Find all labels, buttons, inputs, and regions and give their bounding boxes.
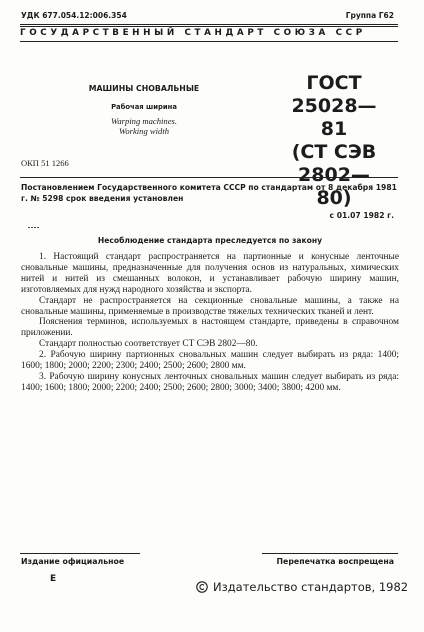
- header-rule: [20, 41, 398, 42]
- subtitle-ru: Рабочая ширина: [111, 103, 177, 111]
- copyright-icon: [196, 581, 208, 593]
- okp-rule: [20, 177, 398, 178]
- body-text: [21, 252, 399, 394]
- ink-mark: [28, 226, 42, 229]
- gost-label: ГОСТ: [306, 72, 362, 94]
- title-en: [84, 116, 204, 136]
- st-sev-number: 2802—80): [298, 164, 370, 209]
- edition-label: Издание официальное: [21, 557, 125, 566]
- edition-letter: Е: [50, 574, 57, 584]
- copyright-line: [196, 580, 408, 594]
- footer-rule-left: [20, 553, 140, 554]
- title-ru: МАШИНЫ СНОВАЛЬНЫЕ: [88, 84, 200, 93]
- standard-header: ГОСУДАРСТВЕННЫЙ СТАНДАРТ СОЮЗА ССР: [20, 28, 366, 38]
- paragraph-1: 1. Настоящий стандарт распространяется на партионные и конусные ленточные сновальные машины, предназначенные для получения основ из натуральных, химических нитей и нитей из смешанных волокон, и устанавливает рабочую ширину машин, изготовляемых для нужд народного хозяйства и экспорта.: [21, 252, 399, 295]
- top-rule-thin: [20, 26, 398, 27]
- footer-rule-right: [262, 553, 398, 554]
- effective-date: с 01.07 1982 г.: [329, 211, 394, 220]
- title-en-line2: Working width: [118, 126, 170, 136]
- okp-code: ОКП 51 1266: [21, 158, 69, 168]
- reprint-notice: Перепечатка воспрещена: [276, 557, 394, 566]
- paragraph-5: 2. Рабочую ширину партионных сновальных машин следует выбирать из ряда: 1400; 1600; 1800; 2000; 2200; 2300; 2400; 2500; 2600; 2800 мм.: [21, 350, 399, 372]
- group-code: Группа Г62: [345, 11, 394, 20]
- legal-notice: Несоблюдение стандарта преследуется по закону: [97, 236, 323, 245]
- resolution-text: Постановлением Государственного комитета СССР по стандартам от 8 декабря 1981 г. № 5298 срок введения установлен: [21, 183, 397, 203]
- paragraph-2: Стандарт не распространяется на секционные сновальные машины, а также на сновальные машины, применяемые в производстве тяжелых технических тканей и лент.: [21, 295, 399, 317]
- paragraph-6: 3. Рабочую ширину конусных ленточных сновальных машин следует выбирать из ряда: 1400; 1600; 1800; 2000; 2200; 2400; 2500; 2600; 2800; 3000; 3400; 3800; 4200 мм.: [21, 371, 399, 393]
- st-sev-label: (СТ СЭВ: [291, 141, 377, 163]
- paragraph-3: Пояснения терминов, используемых в настоящем стандарте, приведены в справочном приложении.: [21, 317, 399, 339]
- copyright-text: Издательство стандартов, 1982: [213, 580, 409, 594]
- gost-number: 25028—81: [291, 95, 377, 140]
- title-en-line1: Warping machines.: [110, 116, 178, 126]
- paragraph-4: Стандарт полностью соответствует СТ СЭВ 2802—80.: [39, 339, 258, 350]
- udk-code: УДК 677.054.12:006.354: [21, 11, 127, 20]
